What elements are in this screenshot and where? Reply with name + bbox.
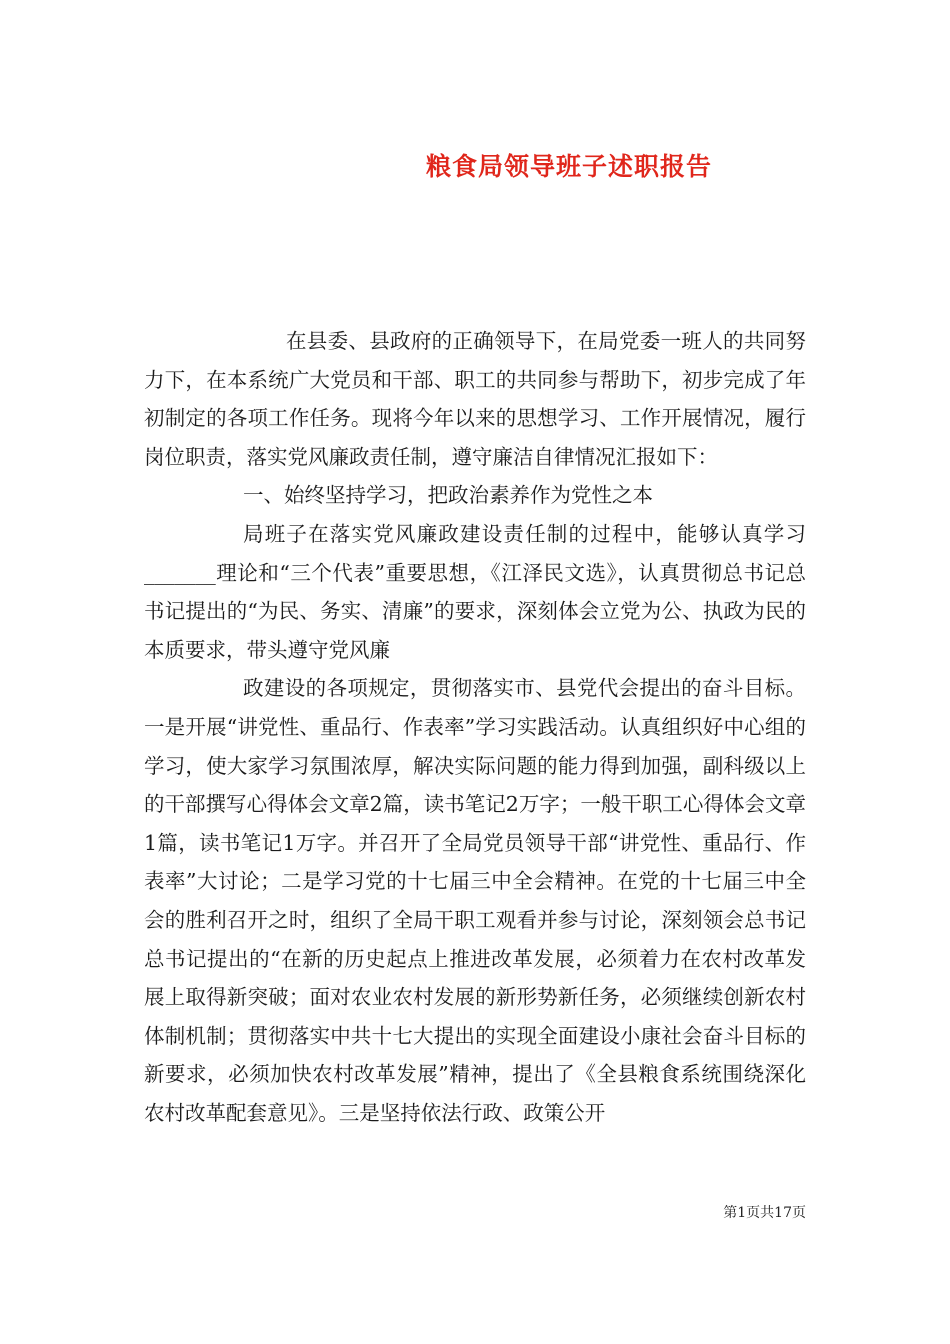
paragraph-intro: 在县委、县政府的正确领导下，在局党委一班人的共同努力下，在本系统广大党员和干部、职工的共同参与帮助下，初步完成了年初制定的各项工作任务。现将今年以来的思想学习、工作开展情况，履行岗位职责，落实党风廉政责任制，遵守廉洁自律情况汇报如下： [144,329,806,469]
document-body [144,322,806,1132]
document-title: 粮食局领导班子述职报告 [425,151,712,181]
page-number: 第1页共17页 [723,1205,806,1221]
paragraph-study: 局班子在落实党风廉政建设责任制的过程中，能够认真学习_______理论和“三个代表”重要思想，《江泽民文选》，认真贯彻总书记总书记提出的“为民、务实、清廉”的要求，深刻体会立党为公、执政为民的本质要求，带头遵守党风廉 [144,521,806,662]
paragraph-activities: 政建设的各项规定，贯彻落实市、县党代会提出的奋斗目标。一是开展“讲党性、重品行、作表率”学习实践活动。认真组织好中心组的学习，使大家学习氛围浓厚，解决实际问题的能力得到加强，副科级以上的干部撰写心得体会文章2篇，读书笔记2万字；一般干职工心得体会文章1篇，读书笔记1万字。并召开了全局党员领导干部“讲党性、重品行、作表率”大讨论；二是学习党的十七届三中全会精神。在党的十七届三中全会的胜利召开之时，组织了全局干职工观看并参与讨论，深刻领会总书记总书记提出的“在新的历史起点上推进改革发展，必须着力在农村改革发展上取得新突破；面对农业农村发展的新形势新任务，必须继续创新农村体制机制；贯彻落实中共十七大提出的实现全面建设小康社会奋斗目标的新要求，必须加快农村改革发展”精神，提出了《全县粮食系统围绕深化农村改革配套意见》。三是坚持依法行政、政策公开 [144,676,806,1125]
section-heading-1: 一、始终坚持学习，把政治素养作为党性之本 [243,483,653,508]
